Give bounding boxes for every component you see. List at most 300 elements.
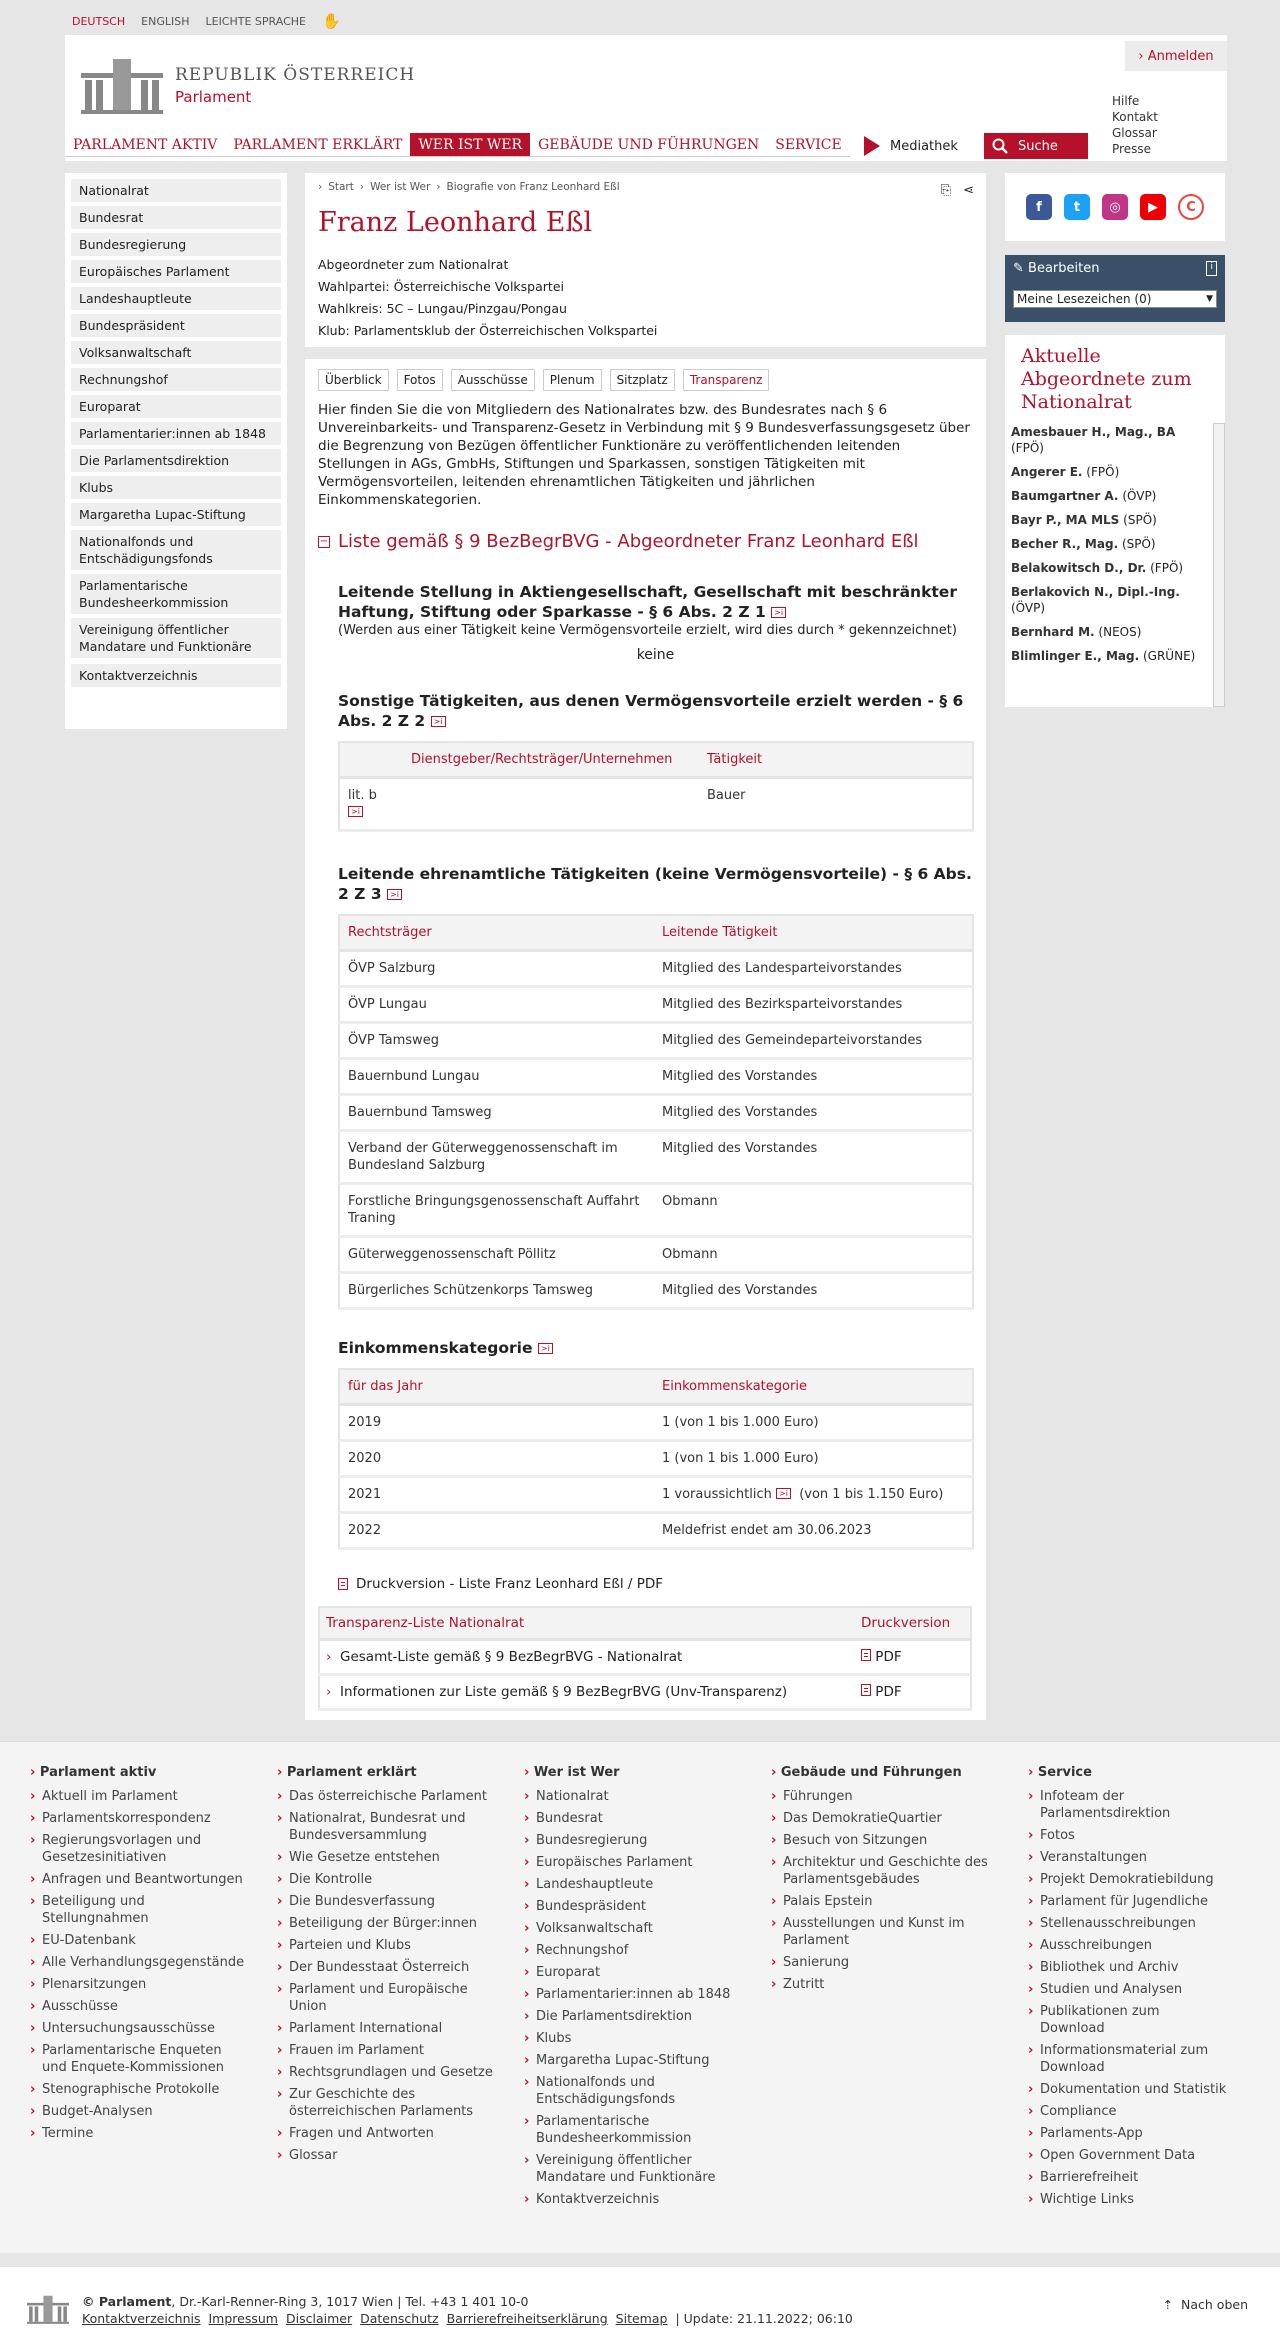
mp-list-item[interactable] <box>1011 512 1209 528</box>
footer-bottom-link[interactable]: Datenschutz <box>360 2311 439 2326</box>
table-row <box>339 1095 973 1131</box>
table-row <box>339 1477 973 1513</box>
section-leading-position <box>338 582 973 663</box>
pdf-icon <box>338 1578 348 1590</box>
nav-parlament-aktiv[interactable]: PARLAMENT AKTIV <box>65 133 225 157</box>
sec3-entity: Verband der Güterweggenossenschaft im Bundesland Salzburg <box>339 1131 654 1184</box>
info-icon[interactable]: i <box>1206 261 1217 276</box>
mp-name: Bernhard M. <box>1011 625 1095 639</box>
breadcrumb-start[interactable]: Start <box>328 181 354 193</box>
footer-link[interactable]: › Budget-Analysen <box>30 2103 250 2120</box>
mp-list-item[interactable] <box>1011 464 1209 480</box>
parliament-building-icon <box>26 2293 70 2325</box>
info-icon[interactable]: >i <box>538 1343 553 1354</box>
footer <box>0 1741 1280 2253</box>
sec3-role: Mitglied des Vorstandes <box>654 1095 973 1131</box>
breadcrumb: › Start › Wer ist Wer › Biografie von Franz Leonhard Eßl <box>318 181 620 193</box>
footer-link[interactable]: › Regierungsvorlagen und Gesetzesinitiativen <box>30 1832 250 1866</box>
footer-link[interactable]: › Alle Verhandlungsgegenstände <box>30 1954 250 1971</box>
bio-role: Abgeordneter zum Nationalrat <box>318 257 509 272</box>
language-bar <box>72 12 341 30</box>
table-row <box>339 778 973 831</box>
footer-column <box>277 1764 497 2169</box>
footer-link[interactable]: › Das DemokratieQuartier <box>771 1810 991 1827</box>
income-category: Meldefrist endet am 30.06.2023 <box>654 1513 973 1549</box>
footer-link[interactable]: › Aktuell im Parlament <box>30 1788 250 1805</box>
footer-link[interactable]: › EU-Datenbank <box>30 1932 250 1949</box>
table-row <box>339 1184 973 1237</box>
sec3-role: Obmann <box>654 1184 973 1237</box>
sec4-table <box>338 1368 974 1550</box>
back-to-top-label: Nach oben <box>1181 2297 1248 2312</box>
sec3-role: Mitglied des Landesparteivorstandes <box>654 951 973 987</box>
sidebar <box>65 173 287 729</box>
sidebar-item[interactable]: Kontaktverzeichnis <box>71 664 281 687</box>
sidebar-item[interactable]: Nationalrat <box>71 179 281 202</box>
table-row <box>339 1023 973 1059</box>
footer-link[interactable]: › Bundespräsident <box>524 1898 744 1915</box>
help-link[interactable]: Hilfe <box>1112 94 1140 108</box>
list-heading: Liste gemäß § 9 BezBegrBVG - Abgeordneter Franz Leonhard Eßl <box>338 531 919 552</box>
footer-bottom-link[interactable]: Barrierefreiheitserklärung <box>446 2311 608 2326</box>
sec2-col-activity: Tätigkeit <box>699 742 973 778</box>
section-other-activities <box>338 691 973 832</box>
nav-gebaeude[interactable]: GEBÄUDE UND FÜHRUNGEN <box>530 133 767 157</box>
sidebar-item[interactable]: Nationalfonds und Entschädigungsfonds <box>71 530 281 570</box>
footer-link[interactable]: › Nationalrat <box>524 1788 744 1805</box>
nav-parlament-erklaert[interactable]: PARLAMENT ERKLÄRT <box>225 133 410 157</box>
footer-column <box>30 1764 250 2147</box>
sec3-role: Obmann <box>654 1237 973 1273</box>
footer-link[interactable]: › Projekt Demokratiebildung <box>1028 1871 1228 1888</box>
mp-name: Bayr P., MA MLS <box>1011 513 1120 527</box>
sidebar-item[interactable]: Landeshauptleute <box>71 287 281 310</box>
sidebar-item[interactable]: Margaretha Lupac-Stiftung <box>71 503 281 526</box>
footer-link[interactable]: › Infoteam der Parlamentsdirektion <box>1028 1788 1228 1822</box>
footer-bottom-link[interactable]: Disclaimer <box>285 2311 353 2326</box>
tlist-pdf-label: PDF <box>875 1684 902 1700</box>
youtube-icon[interactable]: ▶ <box>1140 194 1166 220</box>
tlist-item[interactable]: › Gesamt-Liste gemäß § 9 BezBegrBVG - Nationalrat <box>319 1640 855 1675</box>
footer-link[interactable]: › Ausschüsse <box>30 1998 250 2015</box>
tlist-pdf-label: PDF <box>875 1649 902 1665</box>
bio-club: Klub: Parlamentsklub der Österreichischen Volkspartei <box>318 323 658 338</box>
info-icon[interactable]: >i <box>348 806 363 817</box>
bio-party: Wahlpartei: Österreichische Volkspartei <box>318 279 564 294</box>
income-category: 1 (von 1 bis 1.000 Euro) <box>654 1441 973 1477</box>
footer-link[interactable]: › Veranstaltungen <box>1028 1849 1228 1866</box>
bottom-bar <box>0 2267 1280 2349</box>
tab-sitzplatz[interactable]: Sitzplatz <box>610 369 675 391</box>
sec3-entity: Bauernbund Tamsweg <box>339 1095 654 1131</box>
footer-link[interactable]: › Parlamentarische Enqueten und Enquete-Kommissionen <box>30 2042 250 2076</box>
footer-link[interactable]: › Führungen <box>771 1788 991 1805</box>
mp-name: Belakowitsch D., Dr. <box>1011 561 1147 575</box>
transparency-content <box>305 359 986 1720</box>
footer-link[interactable]: › Die Bundesverfassung <box>277 1893 497 1910</box>
mps-list <box>1011 424 1225 688</box>
sec3-entity: ÖVP Tamsweg <box>339 1023 654 1059</box>
mp-party: (ÖVP) <box>1011 601 1046 615</box>
footer-link[interactable]: › Parlament für Jugendliche <box>1028 1893 1228 1910</box>
sec2-heading: Sonstige Tätigkeiten, aus denen Vermögensvorteile erzielt werden - § 6 Abs. 2 Z 2 <box>338 692 964 730</box>
footer-link[interactable]: › Wichtige Links <box>1028 2191 1228 2208</box>
income-year: 2020 <box>339 1441 654 1477</box>
sec1-note: (Werden aus einer Tätigkeit keine Vermögensvorteile erzielt, wird dies durch * gekennzeichnet) <box>338 623 957 638</box>
search-button[interactable] <box>984 133 1088 159</box>
tab-plenum[interactable]: Plenum <box>543 369 602 391</box>
income-category-value: 1 voraussichtlich <box>662 1487 772 1502</box>
mediathek-label: Mediathek <box>890 138 958 154</box>
footer-link[interactable]: › Untersuchungsausschüsse <box>30 2020 250 2037</box>
back-to-top[interactable] <box>1163 2297 1248 2312</box>
footer-heading[interactable]: › Parlament aktiv <box>30 1764 250 1781</box>
bio-details <box>318 254 973 342</box>
edit-icon: ✎ <box>1013 261 1024 276</box>
sidebar-item[interactable]: Volksanwaltschaft <box>71 341 281 364</box>
sec3-entity: ÖVP Lungau <box>339 987 654 1023</box>
mp-list-item[interactable] <box>1011 624 1209 640</box>
tlist-pdf-link[interactable] <box>855 1675 971 1710</box>
bio-district: Wahlkreis: 5C – Lungau/Pinzgau/Pongau <box>318 301 567 316</box>
income-year: 2019 <box>339 1405 654 1441</box>
edit-title-label: Bearbeiten <box>1028 261 1100 276</box>
nav-service[interactable]: SERVICE <box>767 133 849 157</box>
print-label: Druckversion - Liste Franz Leonhard Eßl / PDF <box>356 1576 663 1592</box>
footer-link[interactable]: › Sanierung <box>771 1954 991 1971</box>
tlist-pdf-link[interactable] <box>855 1640 971 1675</box>
table-row <box>339 1237 973 1273</box>
footer-link[interactable]: › Architektur und Geschichte des Parlamentsgebäudes <box>771 1854 991 1888</box>
instagram-icon[interactable]: ◎ <box>1102 194 1128 220</box>
list-toggle[interactable] <box>318 531 973 552</box>
income-category: 1 (von 1 bis 1.000 Euro) <box>654 1405 973 1441</box>
mp-list-item[interactable] <box>1011 536 1209 552</box>
income-category <box>654 1477 973 1513</box>
sec2-activity: Bauer <box>699 778 973 831</box>
footer-link[interactable]: › Europarat <box>524 1964 744 1981</box>
lang-de-link[interactable]: DEUTSCH <box>72 14 126 28</box>
login-button[interactable]: › Anmelden <box>1125 41 1227 71</box>
footer-link[interactable]: › Beteiligung der Bürger:innen <box>277 1915 497 1932</box>
sec3-role: Mitglied des Gemeindeparteivorstandes <box>654 1023 973 1059</box>
footer-bottom-link[interactable]: Kontaktverzeichnis <box>82 2311 201 2326</box>
footer-link[interactable]: › Fotos <box>1028 1827 1228 1844</box>
footer-column <box>771 1764 991 1998</box>
section-honorary <box>338 864 973 1310</box>
chevron-down-icon: ▼ <box>1206 294 1213 304</box>
current-mps-panel <box>1005 335 1225 707</box>
mps-title: Aktuelle Abgeordnete zum Nationalrat <box>1021 345 1192 413</box>
footer-heading[interactable]: › Parlament erklärt <box>277 1764 497 1781</box>
mp-name: Angerer E. <box>1011 465 1083 479</box>
footer-link[interactable]: › Nationalfonds und Entschädigungsfonds <box>524 2074 744 2108</box>
mp-name: Blimlinger E., Mag. <box>1011 649 1140 663</box>
parliament-logo[interactable] <box>79 55 415 115</box>
footer-link[interactable]: › Parteien und Klubs <box>277 1937 497 1954</box>
sec3-col-role: Leitende Tätigkeit <box>654 915 973 951</box>
sec3-entity: Bauernbund Lungau <box>339 1059 654 1095</box>
tlist-item-label: Gesamt-Liste gemäß § 9 BezBegrBVG - Nationalrat <box>340 1649 683 1665</box>
footer-link[interactable]: › Bundesregierung <box>524 1832 744 1849</box>
mp-list-item[interactable] <box>1011 648 1209 664</box>
tlist-col-name: Transparenz-Liste Nationalrat <box>319 1607 855 1640</box>
mp-name: Becher R., Mag. <box>1011 537 1119 551</box>
sidebar-item[interactable]: Die Parlamentsdirektion <box>71 449 281 472</box>
footer-bottom-link[interactable]: Impressum <box>208 2311 278 2326</box>
parliament-building-icon <box>79 55 165 115</box>
arrow-up-icon: ⇡ <box>1162 2297 1174 2312</box>
nav-wer-ist-wer[interactable]: WER IST WER <box>410 133 530 157</box>
footer-links <box>82 2310 853 2327</box>
intro-text: Hier finden Sie die von Mitgliedern des Nationalrates bzw. des Bundesrates nach § 6 Unvereinbarkeits- und Transparenz-Gesetz in Verbindung mit § 9 Bundesverfassungsgesetz über die Begrenzung von Bezügen öffentlicher Funktionäre zu veröffentlichenden leitenden Stellungen in AGs, GmbHs, Stiftungen und Sparkassen, sonstigen Tätigkeiten mit Vermögensvorteilen, leitenden ehrenamtlichen Tätigkeiten und jährlichen Einkommenskategorien. <box>318 402 970 508</box>
footer-column <box>524 1764 744 2213</box>
footer-update: | Update: 21.11.2022; 06:10 <box>675 2311 853 2326</box>
bookmarks-select[interactable] <box>1013 290 1217 308</box>
logo-line2: Parlament <box>175 87 252 106</box>
footer-link[interactable]: › Europäisches Parlament <box>524 1854 744 1871</box>
logo-line1: REPUBLIK ÖSTERREICH <box>175 64 416 85</box>
table-row <box>339 1273 973 1309</box>
income-year: 2021 <box>339 1477 654 1513</box>
sec1-heading: Leitende Stellung in Aktiengesellschaft, Gesellschaft mit beschränkter Haftung, Stiftung oder Sparkasse - § 6 Abs. 2 Z 1 <box>338 583 957 621</box>
sec3-col-entity: Rechtsträger <box>339 915 654 951</box>
sidebar-item[interactable]: Klubs <box>71 476 281 499</box>
sec3-entity: Güterweggenossenschaft Pöllitz <box>339 1237 654 1273</box>
mps-scrollbar[interactable] <box>1213 423 1225 707</box>
footer-heading[interactable]: › Gebäude und Führungen <box>771 1764 991 1781</box>
sidebar-item[interactable]: Bundesregierung <box>71 233 281 256</box>
sidebar-item[interactable]: Parlamentarier:innen ab 1848 <box>71 422 281 445</box>
footer-link[interactable]: › Studien und Analysen <box>1028 1981 1228 1998</box>
mp-list-item[interactable] <box>1011 424 1209 456</box>
breadcrumb-wer-ist-wer[interactable]: Wer ist Wer <box>370 181 431 193</box>
pdf-icon <box>861 1684 871 1696</box>
sec3-entity: Forstliche Bringungsgenossenschaft Auffahrt Traning <box>339 1184 654 1237</box>
footer-link[interactable]: › Barrierefreiheit <box>1028 2169 1228 2186</box>
press-link[interactable]: Presse <box>1112 142 1151 156</box>
lang-en-link[interactable]: ENGLISH <box>141 14 190 28</box>
footer-link[interactable]: › Glossar <box>277 2147 497 2164</box>
footer-link[interactable]: › Publikationen zum Download <box>1028 2003 1228 2037</box>
footer-org: © Parlament <box>82 2294 172 2309</box>
facebook-icon[interactable]: f <box>1026 194 1052 220</box>
footer-link[interactable]: › Die Kontrolle <box>277 1871 497 1888</box>
sidebar-item[interactable]: Parlamentarische Bundesheerkommission <box>71 574 281 614</box>
sidebar-item[interactable]: Vereinigung öffentlicher Mandatare und Funktionäre <box>71 618 281 658</box>
section-income <box>338 1338 973 1550</box>
mp-name: Baumgartner A. <box>1011 489 1119 503</box>
sec2-lit: lit. b <box>348 788 377 803</box>
lang-easy-link[interactable]: LEICHTE SPRACHE <box>205 14 306 28</box>
footer-link[interactable]: › Rechnungshof <box>524 1942 744 1959</box>
sec2-table <box>338 741 974 832</box>
footer-link[interactable]: › Margaretha Lupac-Stiftung <box>524 2052 744 2069</box>
footer-link[interactable]: › Parlament International <box>277 2020 497 2037</box>
footer-link[interactable]: › Das österreichische Parlament <box>277 1788 497 1805</box>
footer-link[interactable]: › Zur Geschichte des österreichischen Parlaments <box>277 2086 497 2120</box>
income-category-range: (von 1 bis 1.150 Euro) <box>799 1487 944 1502</box>
tlist-item-label: Informationen zur Liste gemäß § 9 BezBegrBVG (Unv-Transparenz) <box>340 1684 788 1700</box>
bio-card <box>305 173 986 347</box>
footer-link[interactable]: › Besuch von Sitzungen <box>771 1832 991 1849</box>
footer-link[interactable]: › Rechtsgrundlagen und Gesetze <box>277 2064 497 2081</box>
collapse-icon: − <box>319 535 329 547</box>
search-icon <box>992 138 1008 154</box>
footer-heading[interactable]: › Service <box>1028 1764 1228 1781</box>
table-row <box>319 1675 971 1710</box>
footer-link[interactable]: › Wie Gesetze entstehen <box>277 1849 497 1866</box>
main-nav <box>65 133 850 157</box>
table-row <box>339 987 973 1023</box>
footer-link[interactable]: › Parlamentskorrespondenz <box>30 1810 250 1827</box>
footer-link[interactable]: › Fragen und Antworten <box>277 2125 497 2142</box>
footer-link[interactable]: › Stellenausschreibungen <box>1028 1915 1228 1932</box>
sidebar-item[interactable]: Bundespräsident <box>71 314 281 337</box>
tlist-item[interactable]: › Informationen zur Liste gemäß § 9 BezBegrBVG (Unv-Transparenz) <box>319 1675 855 1710</box>
sidebar-item[interactable]: Bundesrat <box>71 206 281 229</box>
tab-ausschuesse[interactable]: Ausschüsse <box>451 369 535 391</box>
sec2-employer <box>403 778 699 831</box>
sec1-none: keine <box>636 647 675 663</box>
bookmark-icon[interactable]: ⎘ <box>940 183 952 198</box>
sec4-col-year: für das Jahr <box>339 1369 654 1405</box>
mp-party: (ÖVP) <box>1122 489 1157 503</box>
footer-link[interactable]: › Informationsmaterial zum Download <box>1028 2042 1228 2076</box>
header <box>65 35 1227 161</box>
footer-link[interactable]: › Ausstellungen und Kunst im Parlament <box>771 1915 991 1949</box>
tlist-col-print: Druckversion <box>855 1607 971 1640</box>
mp-party: (FPÖ) <box>1011 441 1044 455</box>
income-year: 2022 <box>339 1513 654 1549</box>
info-icon[interactable]: >i <box>776 1488 791 1499</box>
footer-link[interactable]: › Landeshauptleute <box>524 1876 744 1893</box>
bookmarks-select-value: Meine Lesezeichen (0) <box>1017 292 1152 306</box>
mp-party: (SPÖ) <box>1123 513 1157 527</box>
login-label: Anmelden <box>1147 48 1214 64</box>
sec3-role: Mitglied des Bezirksparteivorstandes <box>654 987 973 1023</box>
mp-list-item[interactable] <box>1011 560 1209 576</box>
mp-name: Amesbauer H., Mag., BA <box>1011 425 1176 439</box>
table-row <box>339 1059 973 1095</box>
contact-link[interactable]: Kontakt <box>1112 110 1158 124</box>
tab-transparenz[interactable]: Transparenz <box>683 369 770 391</box>
sec3-entity: ÖVP Salzburg <box>339 951 654 987</box>
table-row <box>339 1405 973 1441</box>
mp-list-item[interactable] <box>1011 488 1209 504</box>
tab-ueberblick[interactable]: Überblick <box>318 369 389 391</box>
flickr-icon[interactable]: C <box>1178 194 1204 220</box>
info-icon[interactable]: >i <box>771 607 786 618</box>
footer-link[interactable]: › Stenographische Protokolle <box>30 2081 250 2098</box>
table-row <box>339 1131 973 1184</box>
mediathek-button[interactable] <box>860 133 980 159</box>
footer-link[interactable]: › Klubs <box>524 2030 744 2047</box>
transparency-list-table <box>318 1606 972 1711</box>
sidebar-item[interactable]: Europarat <box>71 395 281 418</box>
table-row <box>339 951 973 987</box>
footer-link[interactable]: › Vereinigung öffentlicher Mandatare und Funktionäre <box>524 2152 744 2186</box>
footer-bottom-link[interactable]: Sitemap <box>615 2311 668 2326</box>
table-row <box>339 1441 973 1477</box>
info-icon[interactable]: >i <box>431 716 446 727</box>
mp-party: (GRÜNE) <box>1142 649 1196 663</box>
footer-link[interactable]: › Bibliothek und Archiv <box>1028 1959 1228 1976</box>
table-row <box>339 1513 973 1549</box>
sec4-col-category: Einkommenskategorie <box>654 1369 973 1405</box>
table-row <box>319 1640 971 1675</box>
sec3-entity: Bürgerliches Schützenkorps Tamsweg <box>339 1273 654 1309</box>
footer-link[interactable]: › Parlaments-App <box>1028 2125 1228 2142</box>
search-label: Suche <box>1018 138 1058 154</box>
sec3-role: Mitglied des Vorstandes <box>654 1273 973 1309</box>
pdf-icon <box>861 1649 871 1661</box>
play-icon <box>864 136 880 156</box>
sec3-table <box>338 914 974 1310</box>
footer-link[interactable]: › Plenarsitzungen <box>30 1976 250 1993</box>
page-title: Franz Leonhard Eßl <box>318 207 593 238</box>
footer-link[interactable]: › Bundesrat <box>524 1810 744 1827</box>
sec3-heading: Leitende ehrenamtliche Tätigkeiten (keine Vermögensvorteile) - § 6 Abs. 2 Z 3 <box>338 865 972 903</box>
footer-link[interactable]: › Anfragen und Beantwortungen <box>30 1871 250 1888</box>
mp-party: (FPÖ) <box>1150 561 1184 575</box>
footer-link[interactable]: › Termine <box>30 2125 250 2142</box>
footer-heading[interactable]: › Wer ist Wer <box>524 1764 744 1781</box>
mp-list-item[interactable] <box>1011 584 1209 616</box>
breadcrumb-current: Biografie von Franz Leonhard Eßl <box>446 181 620 193</box>
footer-link[interactable]: › Die Parlamentsdirektion <box>524 2008 744 2025</box>
footer-link[interactable]: › Volksanwaltschaft <box>524 1920 744 1937</box>
sidebar-item[interactable]: Europäisches Parlament <box>71 260 281 283</box>
footer-link[interactable]: › Parlamentarische Bundesheerkommission <box>524 2113 744 2147</box>
tabs <box>318 369 973 391</box>
sec4-heading: Einkommenskategorie <box>338 1339 533 1357</box>
service-links <box>1112 93 1158 157</box>
footer-link[interactable]: › Kontaktverzeichnis <box>524 2191 744 2208</box>
footer-link[interactable]: › Ausschreibungen <box>1028 1937 1228 1954</box>
footer-link[interactable]: › Parlamentarier:innen ab 1848 <box>524 1986 744 2003</box>
print-version-link[interactable] <box>338 1576 973 1592</box>
footer-link[interactable]: › Nationalrat, Bundesrat und Bundesversammlung <box>277 1810 497 1844</box>
sec3-role: Mitglied des Vorstandes <box>654 1059 973 1095</box>
edit-panel <box>1005 255 1225 322</box>
mp-party: (SPÖ) <box>1121 537 1156 551</box>
twitter-icon[interactable]: t <box>1064 194 1090 220</box>
info-icon[interactable]: >i <box>387 889 402 900</box>
edit-title <box>1013 261 1099 276</box>
footer-link[interactable]: › Beteiligung und Stellungnahmen <box>30 1893 250 1927</box>
glossary-link[interactable]: Glossar <box>1112 126 1157 140</box>
sign-language-icon[interactable]: ✋ <box>321 12 341 30</box>
tab-fotos[interactable]: Fotos <box>397 369 443 391</box>
sidebar-item[interactable]: Rechnungshof <box>71 368 281 391</box>
footer-link[interactable]: › Der Bundesstaat Österreich <box>277 1959 497 1976</box>
mp-party: (FPÖ) <box>1086 465 1120 479</box>
footer-link[interactable]: › Open Government Data <box>1028 2147 1228 2164</box>
footer-link[interactable]: › Palais Epstein <box>771 1893 991 1910</box>
footer-link[interactable]: › Dokumentation und Statistik <box>1028 2081 1228 2098</box>
footer-link[interactable]: › Zutritt <box>771 1976 991 1993</box>
share-icon[interactable]: ⋖ <box>963 183 974 198</box>
social-links <box>1005 173 1225 241</box>
sec2-col-employer: Dienstgeber/Rechtsträger/Unternehmen <box>403 742 699 778</box>
footer-address: , Dr.-Karl-Renner-Ring 3, 1017 Wien | Tel. +43 1 401 10-0 <box>171 2294 529 2309</box>
mp-name: Berlakovich N., Dipl.-Ing. <box>1011 585 1180 599</box>
footer-link[interactable]: › Frauen im Parlament <box>277 2042 497 2059</box>
footer-link[interactable]: › Parlament und Europäische Union <box>277 1981 497 2015</box>
sec3-role: Mitglied des Vorstandes <box>654 1131 973 1184</box>
footer-link[interactable]: › Compliance <box>1028 2103 1228 2120</box>
